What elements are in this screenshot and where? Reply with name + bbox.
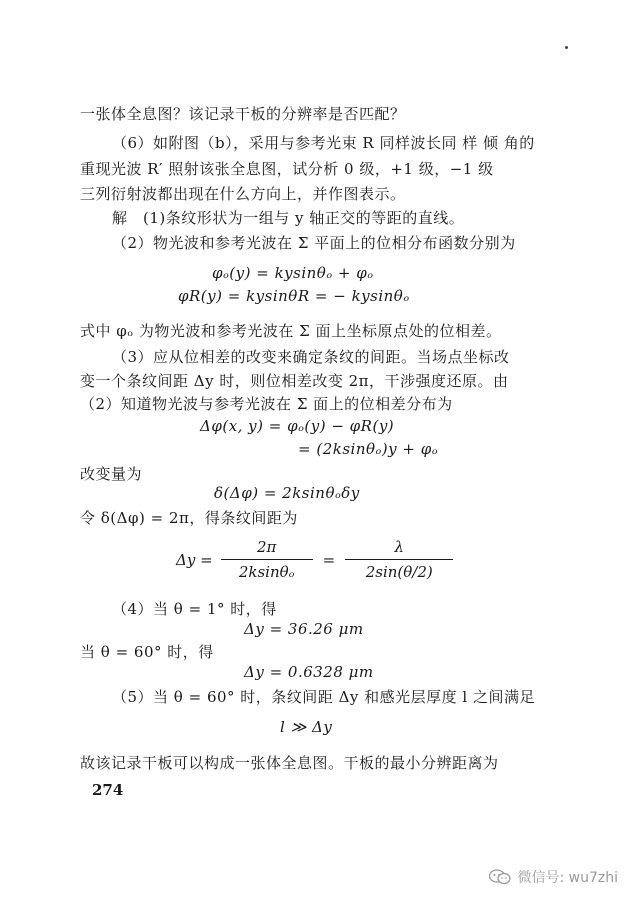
text-line-17: 令 δ(Δφ) = 2π，得条纹间距为 <box>80 509 298 527</box>
text-line-22: （5）当 θ = 60° 时，条纹间距 Δy 和感光层厚度 l 之间满足 <box>112 688 535 706</box>
text-line-6: （2）物光波和参考光波在 Σ 平面上的位相分布函数分别为 <box>112 234 516 252</box>
scan-speck <box>565 46 568 49</box>
equation-phase-object: φₒ(y) = kysinθₒ + φₒ <box>212 264 374 282</box>
text-line-5: 解 (1)条纹形状为一组与 y 轴正交的等距的直线。 <box>112 209 465 227</box>
text-line-20: 当 θ = 60° 时，得 <box>80 643 214 661</box>
text-line-3: 重现光波 R′ 照射该张全息图，试分析 0 级，+1 级，−1 级 <box>80 160 494 178</box>
text-line-15: 改变量为 <box>80 465 143 483</box>
text-line-2: （6）如附图（b），采用与参考光束 R 同样波长同 样 倾 角的 <box>112 134 535 152</box>
equation-phase-difference-cont: = (2ksinθₒ)y + φₒ <box>298 440 438 458</box>
text-line-9: 式中 φₒ 为物光波和参考光波在 Σ 面上坐标原点处的位相差。 <box>80 322 502 340</box>
fraction-denominator-1: 2ksinθₒ <box>238 563 295 581</box>
equation-inequality: l ≫ Δy <box>280 718 333 736</box>
fraction-lhs: Δy = <box>176 550 213 569</box>
equation-fringe-spacing <box>176 538 453 581</box>
text-line-24: 故该记录干板可以构成一张体全息图。干板的最小分辨距离为 <box>80 754 499 772</box>
chat-bubble-icon <box>489 869 511 885</box>
fraction-equals: = <box>322 550 336 569</box>
text-line-18: （4）当 θ = 1° 时，得 <box>112 600 277 618</box>
watermark-text: 微信号: wu7zhi <box>517 870 618 886</box>
text-line-10: （3）应从位相差的改变来确定条纹的间距。当场点坐标改 <box>112 348 510 366</box>
equation-result-1deg: Δy = 36.26 μm <box>244 620 364 638</box>
equation-change: δ(Δφ) = 2ksinθₒδy <box>214 484 360 502</box>
text-line-1: 一张体全息图？该记录干板的分辨率是否匹配？ <box>80 105 406 123</box>
text-line-11: 变一个条纹间距 Δy 时，则位相差改变 2π，干涉强度还原。由 <box>80 372 509 390</box>
fraction-denominator-2: 2sin(θ/2) <box>365 563 433 581</box>
equation-phase-difference: Δφ(x, y) = φₒ(y) − φR(y) <box>200 417 395 435</box>
fraction-numerator-1: 2π <box>256 538 277 556</box>
page-number: 274 <box>92 781 124 799</box>
equation-phase-reference: φR(y) = kysinθR = − kysinθₒ <box>178 287 410 305</box>
equation-result-60deg: Δy = 0.6328 μm <box>244 663 374 681</box>
text-line-12: （2）知道物光波与参考光波在 Σ 面上的位相差分布为 <box>80 395 453 413</box>
fraction-numerator-2: λ <box>394 538 404 556</box>
watermark <box>489 867 618 887</box>
text-line-4: 三列衍射波都出现在什么方向上，并作图表示。 <box>80 185 406 203</box>
